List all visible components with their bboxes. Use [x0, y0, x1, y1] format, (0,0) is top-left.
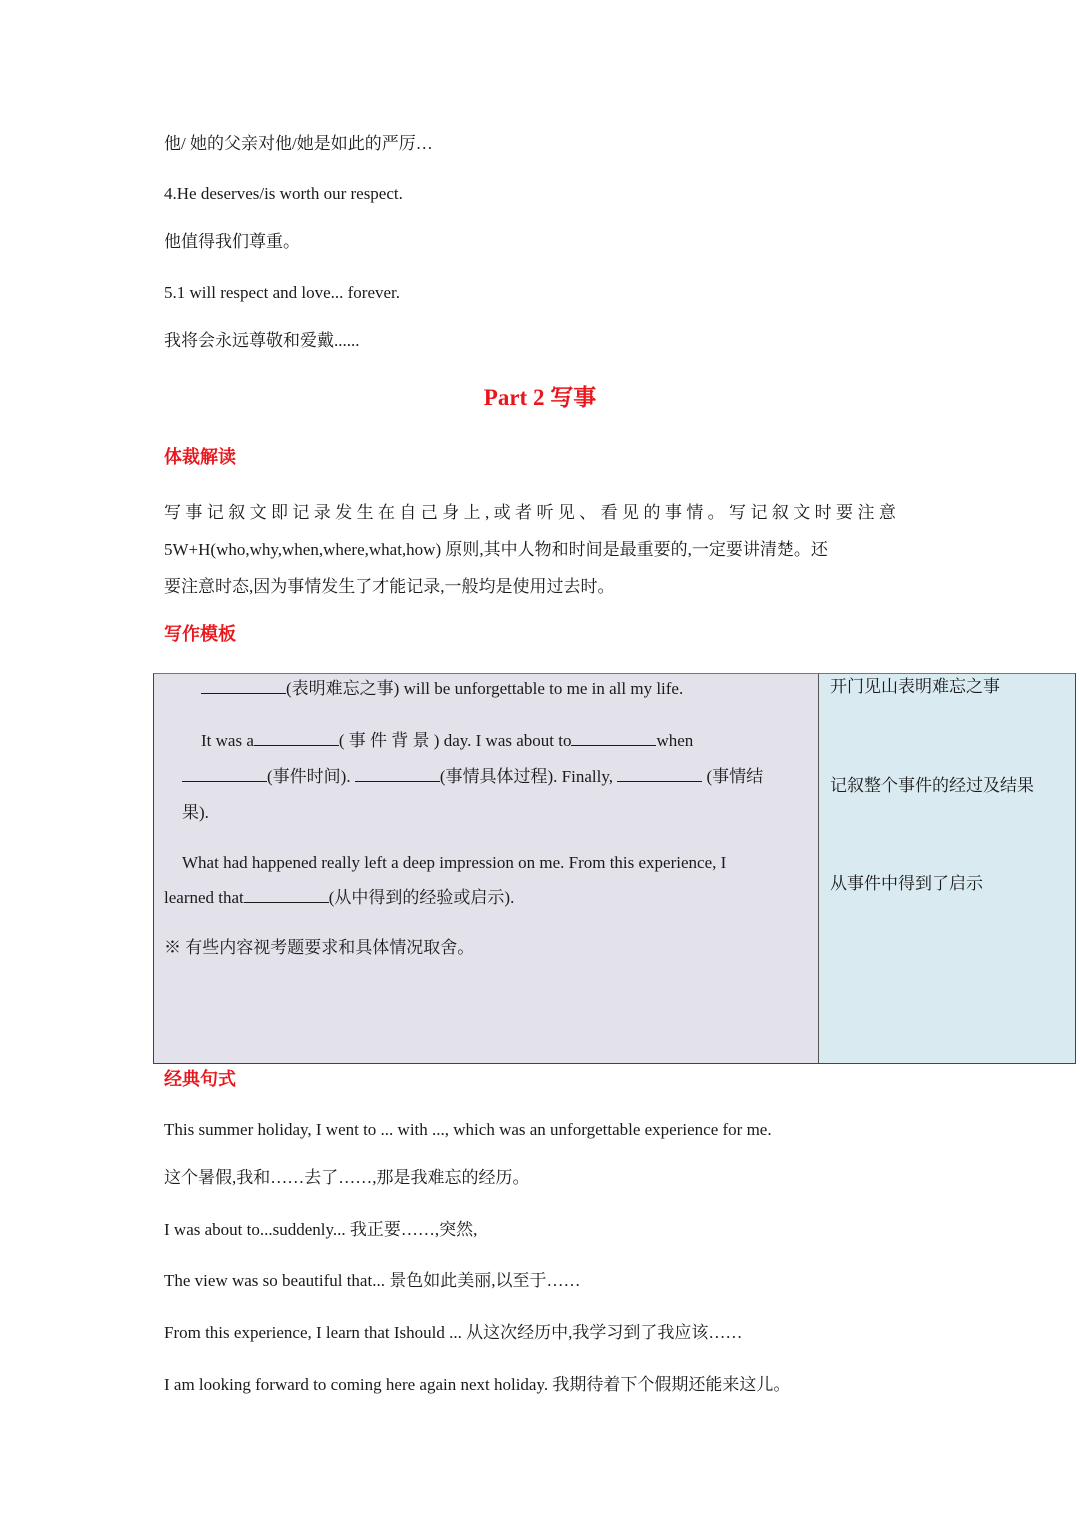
classic-sentence-3: I was about to...suddenly... 我正要……,突然,	[164, 1220, 478, 1239]
template-table	[153, 673, 1076, 1064]
template-content-cell	[154, 674, 819, 1063]
explanation-note-3: 从事件中得到了启示	[830, 874, 983, 893]
intro-line-3: 他值得我们尊重。	[164, 232, 300, 251]
genre-line-2: 5W+H(who,why,when,where,what,how) 原则,其中人物和时间是最重要的,一定要讲清楚。还	[164, 540, 828, 559]
fill-blank	[201, 677, 286, 694]
template-paragraph-2-line-1	[201, 729, 693, 752]
intro-line-1: 他/ 她的父亲对他/她是如此的严厉…	[164, 134, 433, 153]
template-p2-text-a: It was a	[201, 731, 254, 750]
intro-line-4: 5.1 will respect and love... forever.	[164, 283, 401, 302]
template-p2-text-c: when	[656, 731, 694, 750]
fill-blank	[254, 729, 339, 746]
template-heading: 写作模板	[164, 624, 236, 644]
template-p2-text-d: (事件时间).	[267, 767, 351, 786]
genre-line-1: 写事记叙文即记录发生在自己身上,或者听见、看见的事情。写记叙文时要注意	[164, 503, 901, 522]
fill-blank	[617, 765, 702, 782]
explanation-note-2: 记叙整个事件的经过及结果	[830, 776, 1034, 795]
genre-paragraph	[164, 494, 916, 605]
template-p2-text-f: (事情结	[706, 767, 764, 786]
classic-sentence-1: This summer holiday, I went to ... with ..., which was an unforgettable experience for me.	[164, 1120, 772, 1139]
fill-blank	[355, 765, 440, 782]
template-note: ※ 有些内容视考题要求和具体情况取舍。	[164, 938, 475, 957]
fill-blank	[182, 765, 267, 782]
genre-heading: 体裁解读	[164, 447, 236, 467]
template-p1-text: (表明难忘之事) will be unforgettable to me in all my life.	[286, 679, 684, 698]
template-paragraph-1	[201, 677, 683, 700]
classic-sentence-6: I am looking forward to coming here again next holiday. 我期待着下个假期还能来这儿。	[164, 1375, 791, 1394]
template-paragraph-3-line-1: What had happened really left a deep impression on me. From this experience, I	[182, 853, 727, 872]
fill-blank	[571, 729, 656, 746]
classic-sentence-5: From this experience, I learn that Ishould ... 从这次经历中,我学习到了我应该……	[164, 1323, 743, 1342]
template-explanation-cell	[819, 674, 1075, 1063]
part-title: Part 2 写事	[483, 385, 597, 410]
template-paragraph-2-line-2	[182, 765, 763, 788]
classic-sentence-4: The view was so beautiful that... 景色如此美丽,以至于……	[164, 1271, 581, 1290]
template-p3-text-c: (从中得到的经验或启示).	[328, 888, 515, 907]
template-p2-text-e: (事情具体过程). Finally,	[439, 767, 613, 786]
intro-line-5: 我将会永远尊敬和爱戴......	[164, 331, 360, 350]
classic-sentence-2: 这个暑假,我和……去了……,那是我难忘的经历。	[164, 1168, 530, 1187]
template-p2-text-b: ( 事 件 背 景 ) day. I was about to	[338, 731, 572, 750]
classic-heading: 经典句式	[164, 1069, 236, 1089]
genre-line-3: 要注意时态,因为事情发生了才能记录,一般均是使用过去时。	[164, 577, 615, 596]
template-paragraph-3-line-2	[164, 886, 514, 909]
template-paragraph-2-line-3: 果).	[182, 803, 209, 822]
template-p3-text-b: learned that	[164, 888, 244, 907]
intro-line-2: 4.He deserves/is worth our respect.	[164, 184, 403, 203]
fill-blank	[244, 886, 329, 903]
explanation-note-1: 开门见山表明难忘之事	[830, 677, 1000, 696]
